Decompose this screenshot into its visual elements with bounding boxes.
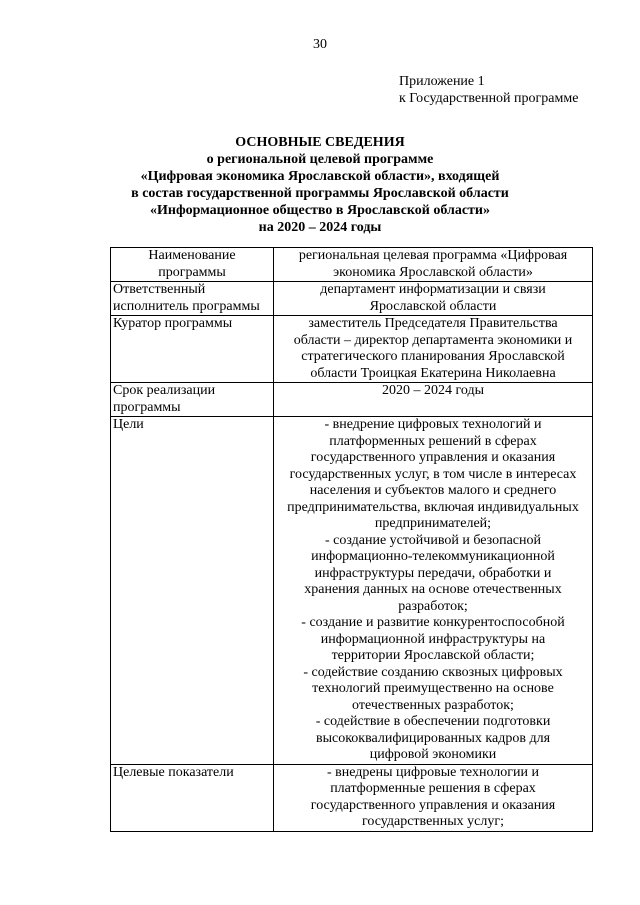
value-line: территории Ярославской области; [331,648,535,663]
value-line: информационной инфраструктуры на [320,631,546,647]
row-label [111,316,274,383]
value-line: хранения данных на основе отечественных [304,582,562,597]
title-line-2: о региональной целевой программе [206,152,434,167]
row-label [111,282,274,316]
value-line: высококвалифицированных кадров для [315,730,551,746]
title-line-4: в состав государственной программы Ярославской области [131,186,509,201]
label-line: Цели [113,417,144,432]
value-line: стратегического планирования Ярославской [301,349,565,364]
value-line: технологий преимущественно на основе [312,681,554,696]
value-line: государственного управления и оказания [310,450,556,465]
row-program-name [111,248,593,282]
value-line: - содействие в обеспечении подготовки [315,714,551,729]
row-label [111,764,274,831]
value-line: 2020 – 2024 годы [381,383,485,398]
row-implementation-period [111,383,593,417]
value-line: предпринимателей; [374,516,492,531]
row-label [111,383,274,417]
value-line: отечественных разработок; [352,697,514,713]
title-line-3: «Цифровая экономика Ярославской области», входящей [140,169,500,184]
row-label [111,417,274,765]
label-line: Наименование [148,248,236,263]
appendix-line-2: к Государственной программе [399,91,579,106]
value-line: - внедрение цифровых технологий и [324,417,542,432]
row-value [274,316,593,383]
value-line: заместитель Председателя Правительства [308,316,558,331]
value-line: информационно-телекоммуникационной [311,549,555,564]
appendix-line-1: Приложение 1 [399,74,485,89]
value-line: государственных услуг; [361,814,505,829]
row-value [274,248,593,282]
row-responsible-executor [111,282,593,316]
label-line: Ответственный [113,282,206,297]
page-number: 30 [313,37,327,52]
title-line-1: ОСНОВНЫЕ СВЕДЕНИЯ [235,135,405,150]
value-line: департамент информатизации и связи [320,282,546,297]
row-value [274,764,593,831]
value-line: населения и субъектов малого и среднего [309,483,557,498]
value-line: платформенные решения в сферах [330,781,536,796]
title-line-6: на 2020 – 2024 годы [258,220,382,235]
program-info-table [110,247,593,832]
label-line: Срок реализации [113,383,216,398]
value-line: платформенных решений в сферах [329,433,537,449]
row-value [274,417,593,765]
value-line: области Троицкая Екатерина Николаевна [310,365,556,381]
label-line: программы [158,264,226,280]
value-line: инфраструктуры передачи, обработки и [314,565,552,581]
value-line: предпринимательства, включая индивидуальных [287,499,579,515]
label-line: Целевые показатели [113,764,234,780]
value-line: разработок; [398,598,468,614]
label-line: исполнитель программы [113,298,260,314]
value-line: региональная целевая программа «Цифровая [298,248,568,263]
row-value [274,383,593,417]
value-line: - создание и развитие конкурентоспособной [301,615,565,630]
label-line: Куратор программы [113,316,233,331]
value-line: цифровой экономики [369,747,497,762]
row-label [111,248,274,282]
document-title [0,134,640,236]
value-line: - внедрены цифровые технологии и [327,764,539,780]
value-line: государственного управления и оказания [310,797,556,813]
value-line: государственных услуг, в том числе в интересах [289,466,577,482]
value-line: экономика Ярославской области» [333,264,533,280]
value-line: Ярославской области [369,298,497,314]
value-line: области – директор департамента экономики и [293,332,573,348]
value-line: - создание устойчивой и безопасной [324,532,542,548]
title-line-5: «Информационное общество в Ярославской области» [150,203,490,218]
program-info-table-body [111,248,593,832]
row-target-indicators [111,764,593,831]
appendix-note [399,73,578,107]
row-goals [111,417,593,765]
label-line: программы [113,399,181,415]
row-curator [111,316,593,383]
row-value [274,282,593,316]
value-line: - содействие созданию сквозных цифровых [303,664,563,680]
